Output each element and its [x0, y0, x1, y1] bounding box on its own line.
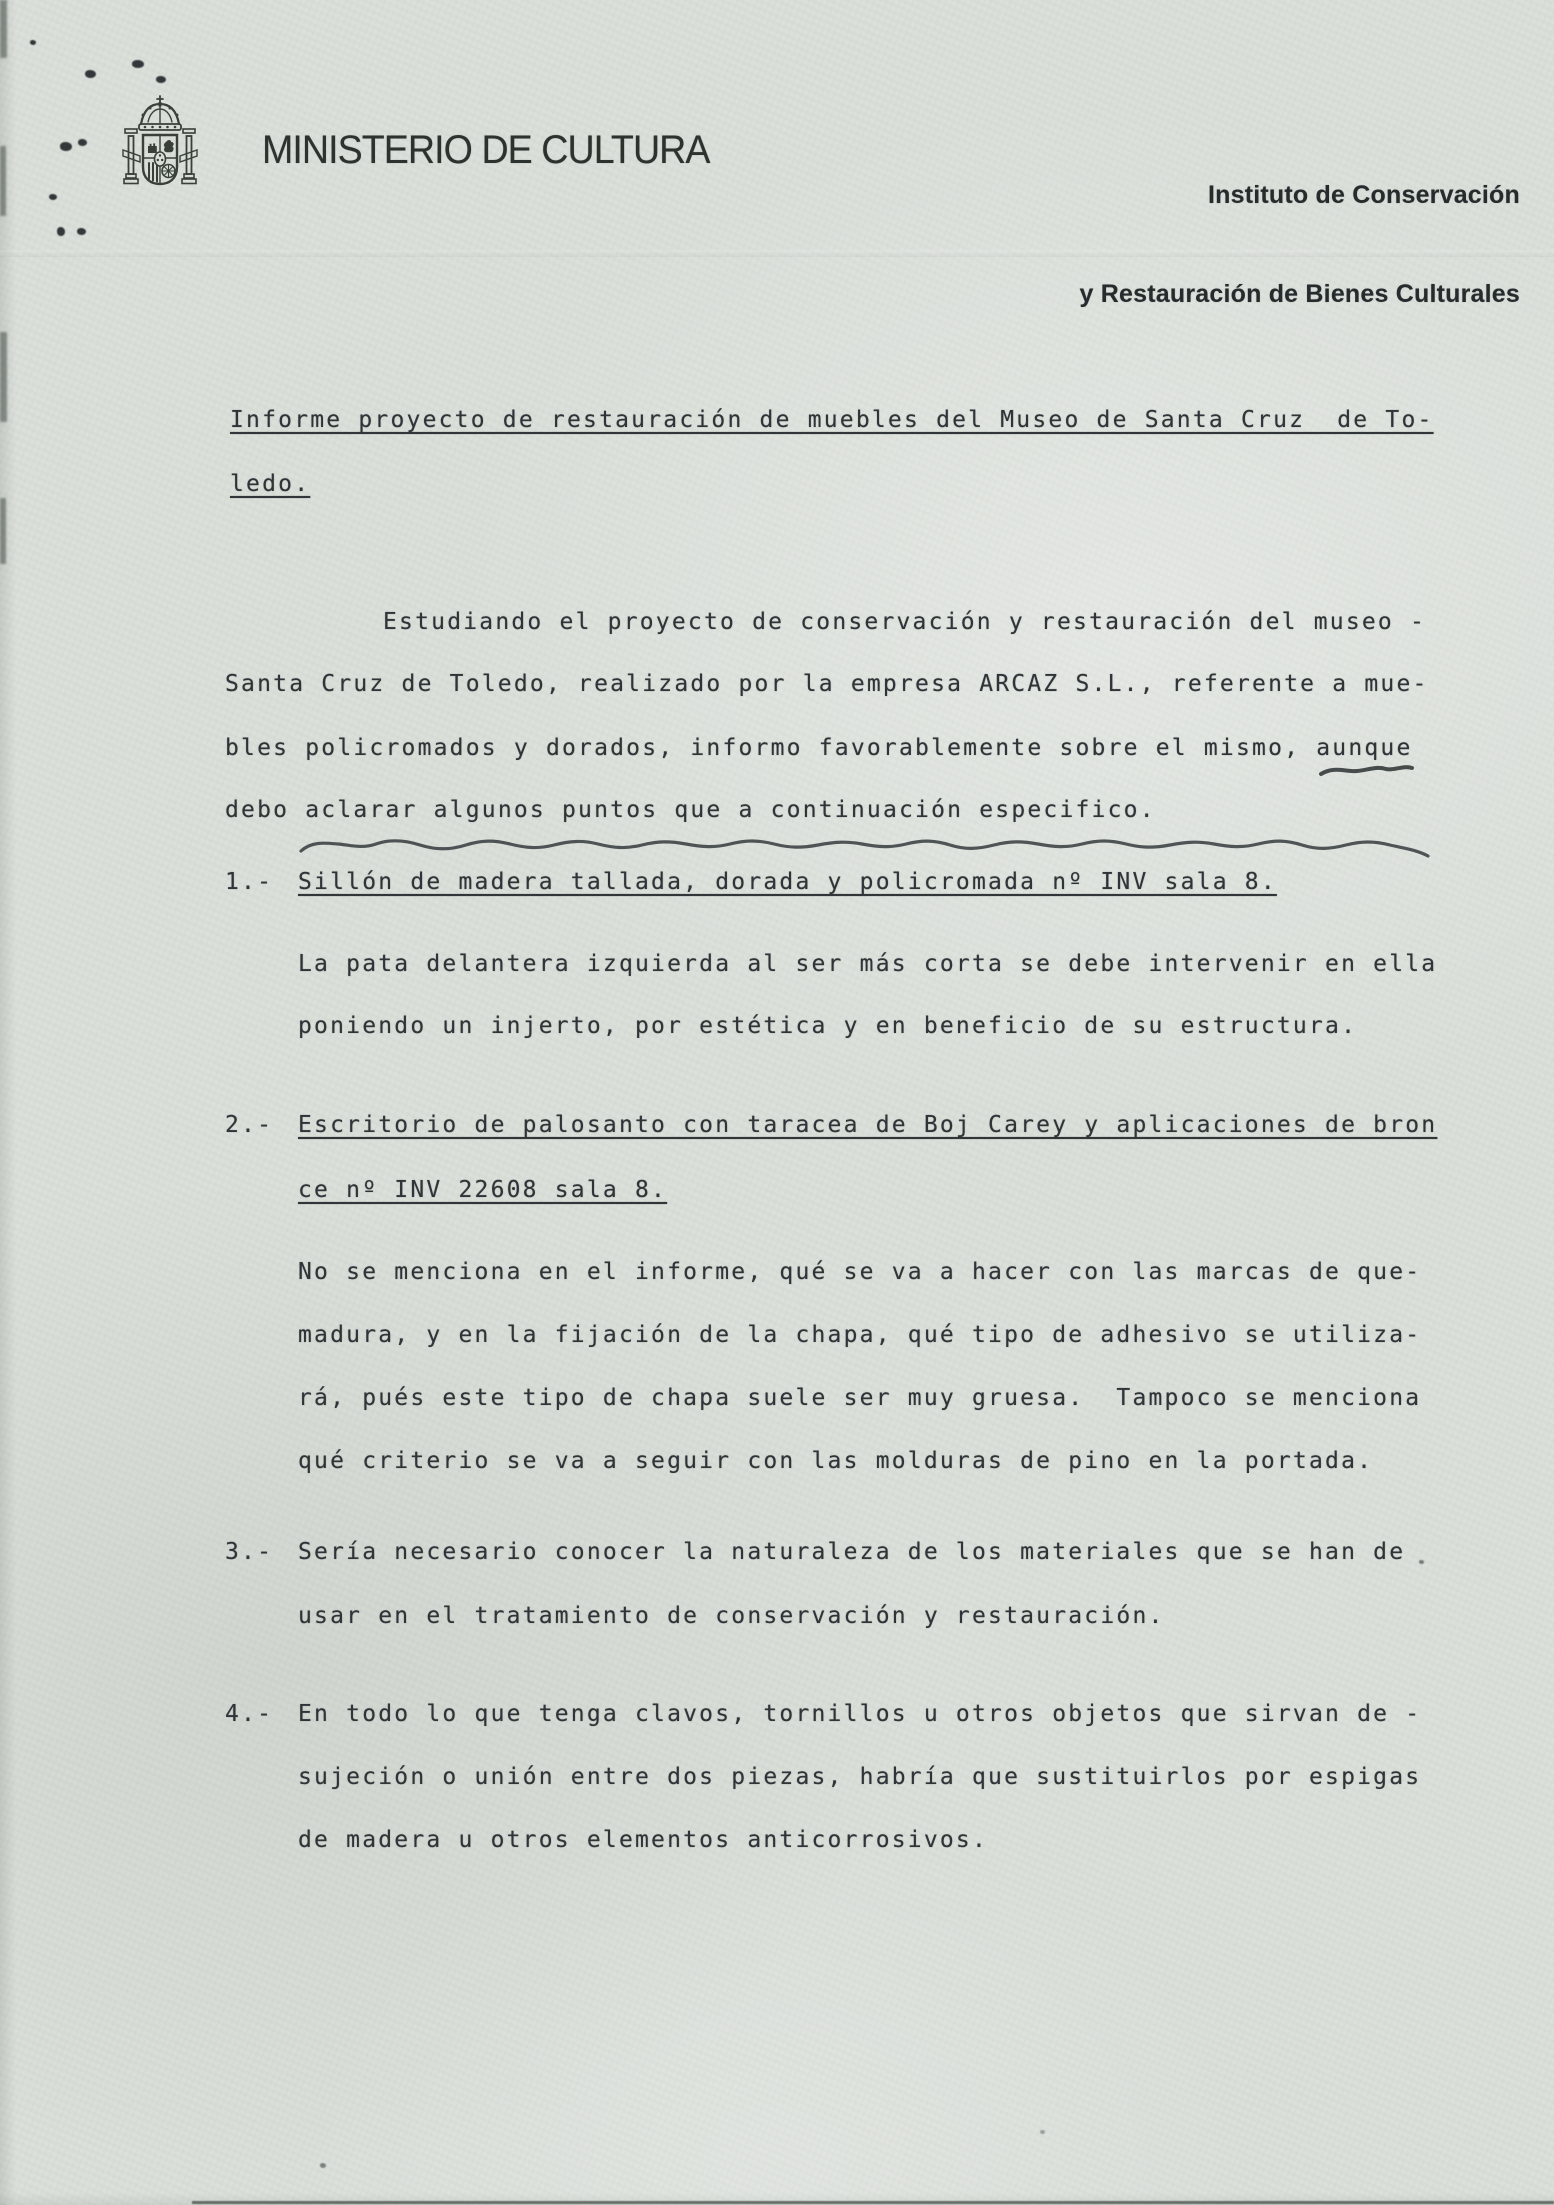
item-4-body-line: sujeción o unión entre dos piezas, habría que sustituirlos por espigas: [298, 1764, 1422, 1790]
scan-edge-mark: [0, 0, 7, 58]
scan-bottom-edge: [192, 2201, 1554, 2204]
wavy-underline-phrase: [301, 841, 1428, 856]
item-2-body-line: rá, pués este tipo de chapa suele ser muy gruesa. Tampoco se menciona: [298, 1385, 1422, 1411]
wavy-underline-aunque: [1321, 767, 1412, 774]
item-2-body-line: No se menciona en el informe, qué se va a hacer con las marcas de que-: [298, 1259, 1422, 1285]
item-3-body-line: usar en el tratamiento de conservación y restauración.: [298, 1603, 1165, 1629]
ink-speck: [1419, 1560, 1424, 1564]
ink-speck: [49, 194, 57, 200]
intro-line-1: Estudiando el proyecto de conservación y restauración del museo -: [383, 609, 1427, 635]
ink-speck: [320, 2163, 326, 2168]
item-2-heading-line-1: Escritorio de palosanto con taracea de Boj Carey y aplicaciones de bron: [298, 1112, 1438, 1138]
item-2-body-line: madura, y en la fijación de la chapa, qué tipo de adhesivo se utiliza-: [298, 1322, 1422, 1348]
hand-marked-word: aunque: [1316, 735, 1413, 761]
scan-edge-mark: [0, 498, 6, 564]
ink-speck: [1040, 2130, 1045, 2134]
item-4-row: 4.- En todo lo que tenga clavos, tornillos u otros objetos que sirvan de -: [225, 1701, 1422, 1727]
report-title-line-1: Informe proyecto de restauración de muebles del Museo de Santa Cruz de To-: [230, 407, 1434, 433]
ink-speck: [77, 228, 86, 235]
item-3-number: 3.-: [225, 1539, 274, 1565]
ink-speck: [78, 139, 87, 146]
ink-speck: [132, 60, 144, 68]
ministry-title: MINISTERIO DE CULTURA: [262, 128, 710, 172]
ink-speck: [85, 70, 96, 78]
ink-speck: [60, 142, 72, 151]
item-1-heading: Sillón de madera tallada, dorada y policromada nº INV sala 8.: [298, 869, 1277, 895]
scan-edge-mark: [0, 332, 7, 422]
institute-line-1: Instituto de Conservación: [1208, 181, 1520, 209]
scan-edge-mark: [0, 146, 6, 216]
intro-line-2: Santa Cruz de Toledo, realizado por la empresa ARCAZ S.L., referente a mue-: [225, 671, 1429, 697]
item-1-number: 1.-: [225, 869, 274, 895]
item-2-number: 2.-: [225, 1112, 274, 1138]
item-1-body-line: poniendo un injerto, por estética y en beneficio de su estructura.: [298, 1013, 1358, 1039]
item-2-heading-line-2: ce nº INV 22608 sala 8.: [298, 1177, 668, 1203]
intro-line-3: bles policromados y dorados, informo favorablemente sobre el mismo, aunque: [225, 735, 1413, 761]
institute-line-2: y Restauración de Bienes Culturales: [1079, 280, 1520, 308]
hand-marked-phrase: aclarar algunos puntos que a continuación especifico.: [305, 797, 1156, 823]
ink-speck: [30, 40, 36, 45]
item-2-body-line: qué criterio se va a seguir con las molduras de pino en la portada.: [298, 1448, 1374, 1474]
item-4-number: 4.-: [225, 1701, 274, 1727]
item-3-row: 3.- Sería necesario conocer la naturaleza de los materiales que se han de: [225, 1539, 1406, 1565]
item-1-body-line: La pata delantera izquierda al ser más corta se debe intervenir en ella: [298, 951, 1438, 977]
item-1-heading-row: [225, 869, 1277, 895]
spain-coat-of-arms-icon: [110, 92, 210, 198]
item-2-heading-row: [225, 1112, 1437, 1138]
ink-speck: [156, 76, 166, 83]
intro-line-4: debo aclarar algunos puntos que a continuación especifico.: [225, 797, 1156, 823]
report-title-line-2: ledo.: [230, 471, 311, 497]
ink-speck: [57, 227, 65, 236]
institute-title: [1080, 113, 1520, 377]
item-4-body-line: de madera u otros elementos anticorrosivos.: [298, 1827, 989, 1853]
